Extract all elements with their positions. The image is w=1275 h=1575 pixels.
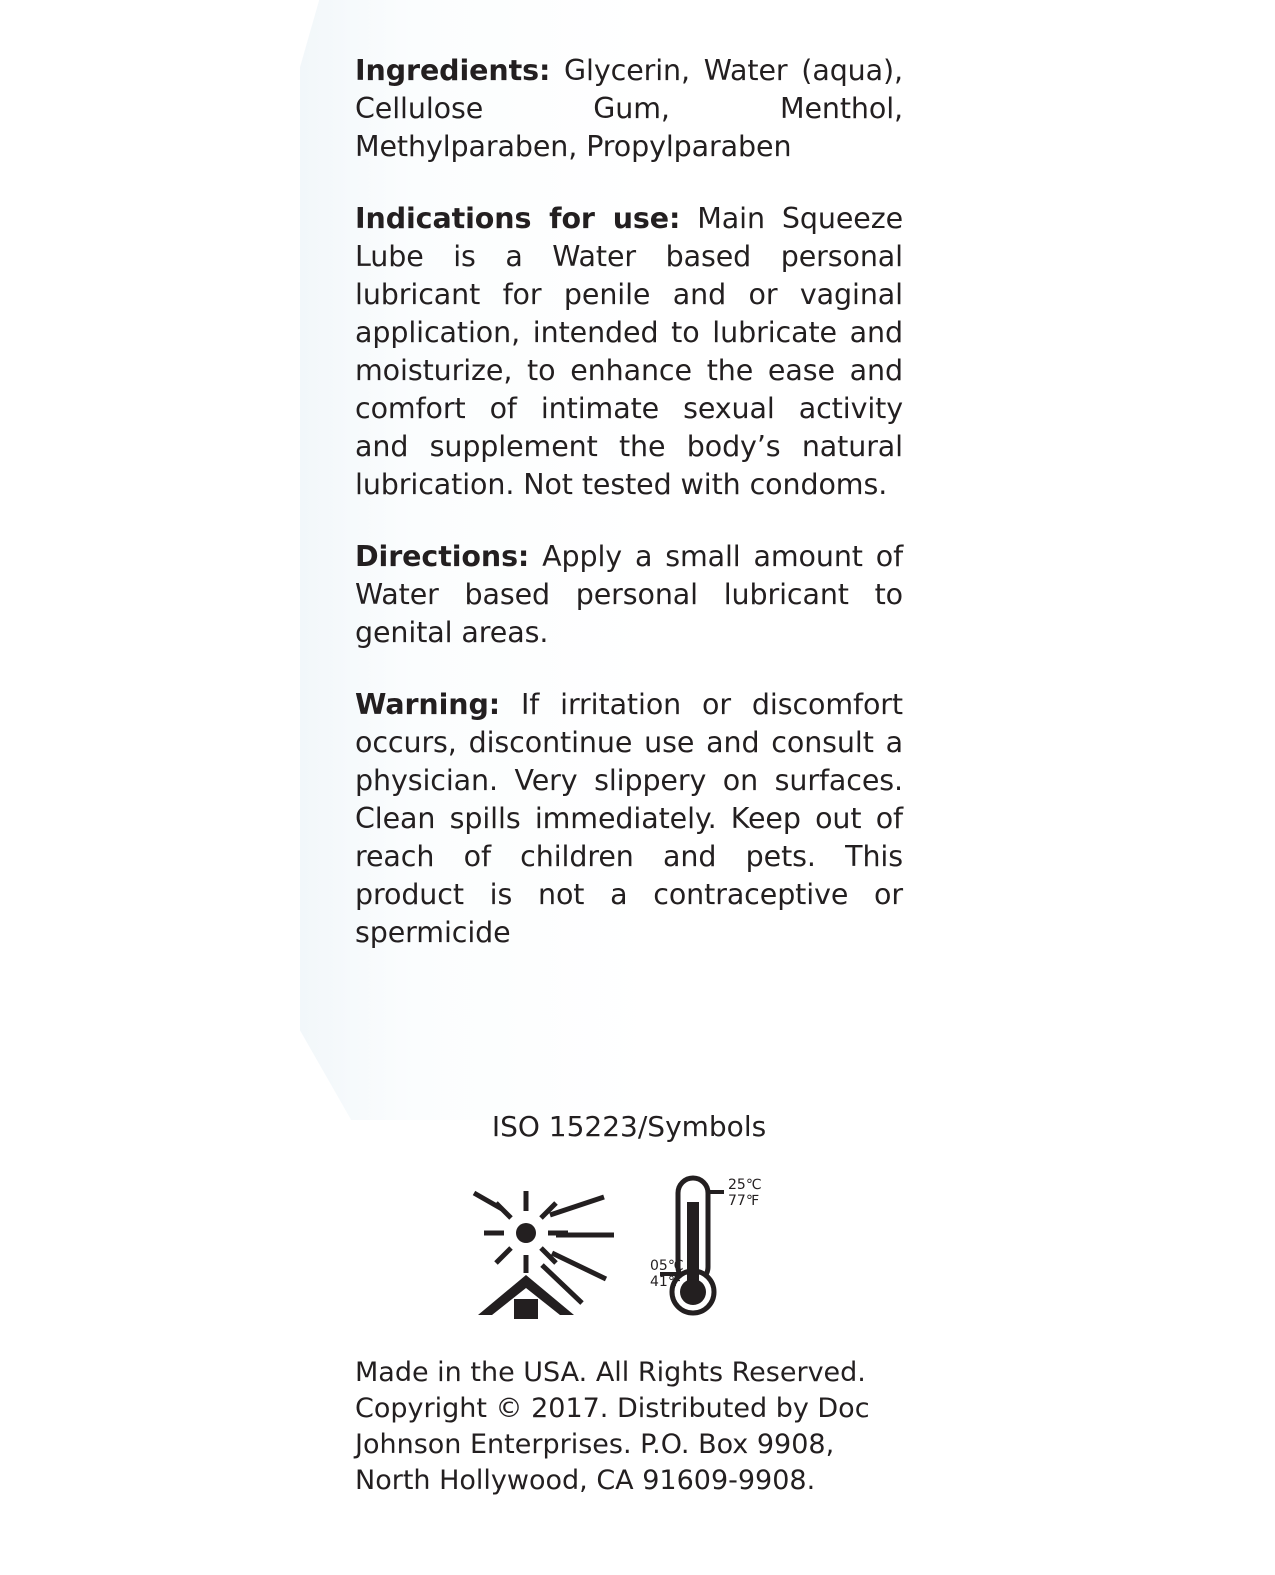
temp-upper-celsius: 25℃ bbox=[727, 1177, 762, 1193]
warning-body: If irritation or discomfort occurs, discontinue use and consult a physician. Very slippery on surfaces. Clean spills immediately. Keep out of reach of children and pets. This product is not a contraceptive or spermicide bbox=[355, 688, 903, 949]
footer-line-4: North Hollywood, CA 91609-9908. bbox=[355, 1465, 816, 1496]
footer-line-3: Johnson Enterprises. P.O. Box 9908, bbox=[355, 1429, 835, 1460]
directions-paragraph bbox=[355, 538, 903, 652]
ingredients-heading: Ingredients: bbox=[355, 54, 551, 87]
indications-paragraph bbox=[355, 200, 903, 504]
directions-body: Apply a small amount of Water based personal lubricant to genital areas. bbox=[355, 540, 903, 649]
ingredients-body: Glycerin, Water (aqua), Cellulose Gum, Menthol, Methylparaben, Propylparaben bbox=[355, 54, 903, 163]
warning-paragraph bbox=[355, 686, 903, 952]
iso-symbols-row bbox=[355, 1177, 903, 1322]
temp-lower-celsius: 05℃ bbox=[649, 1258, 684, 1274]
footer-line-2: Copyright © 2017. Distributed by Doc bbox=[355, 1393, 870, 1424]
indications-heading: Indications for use: bbox=[355, 202, 681, 235]
temp-lower-fahrenheit: 41℉ bbox=[649, 1274, 681, 1290]
keep-away-from-sunlight-icon bbox=[464, 1187, 624, 1322]
label-copy-block bbox=[355, 52, 903, 952]
temperature-limit-icon bbox=[650, 1172, 795, 1322]
ingredients-paragraph bbox=[355, 52, 903, 166]
directions-heading: Directions: bbox=[355, 540, 530, 573]
footer-line-1: Made in the USA. All Rights Reserved. bbox=[355, 1357, 866, 1388]
indications-body: Main Squeeze Lube is a Water based personal lubricant for penile and or vaginal application, intended to lubricate and moisturize, to enhance the ease and comfort of intimate sexual activity and supplement the body’s natural lubrication. Not tested with condoms. bbox=[355, 202, 903, 501]
footer-block bbox=[355, 1355, 955, 1499]
iso-section-title: ISO 15223/Symbols bbox=[491, 1110, 767, 1143]
temp-upper-fahrenheit: 77℉ bbox=[727, 1193, 759, 1209]
warning-heading: Warning: bbox=[355, 688, 501, 721]
iso-symbols-section bbox=[355, 1110, 903, 1322]
